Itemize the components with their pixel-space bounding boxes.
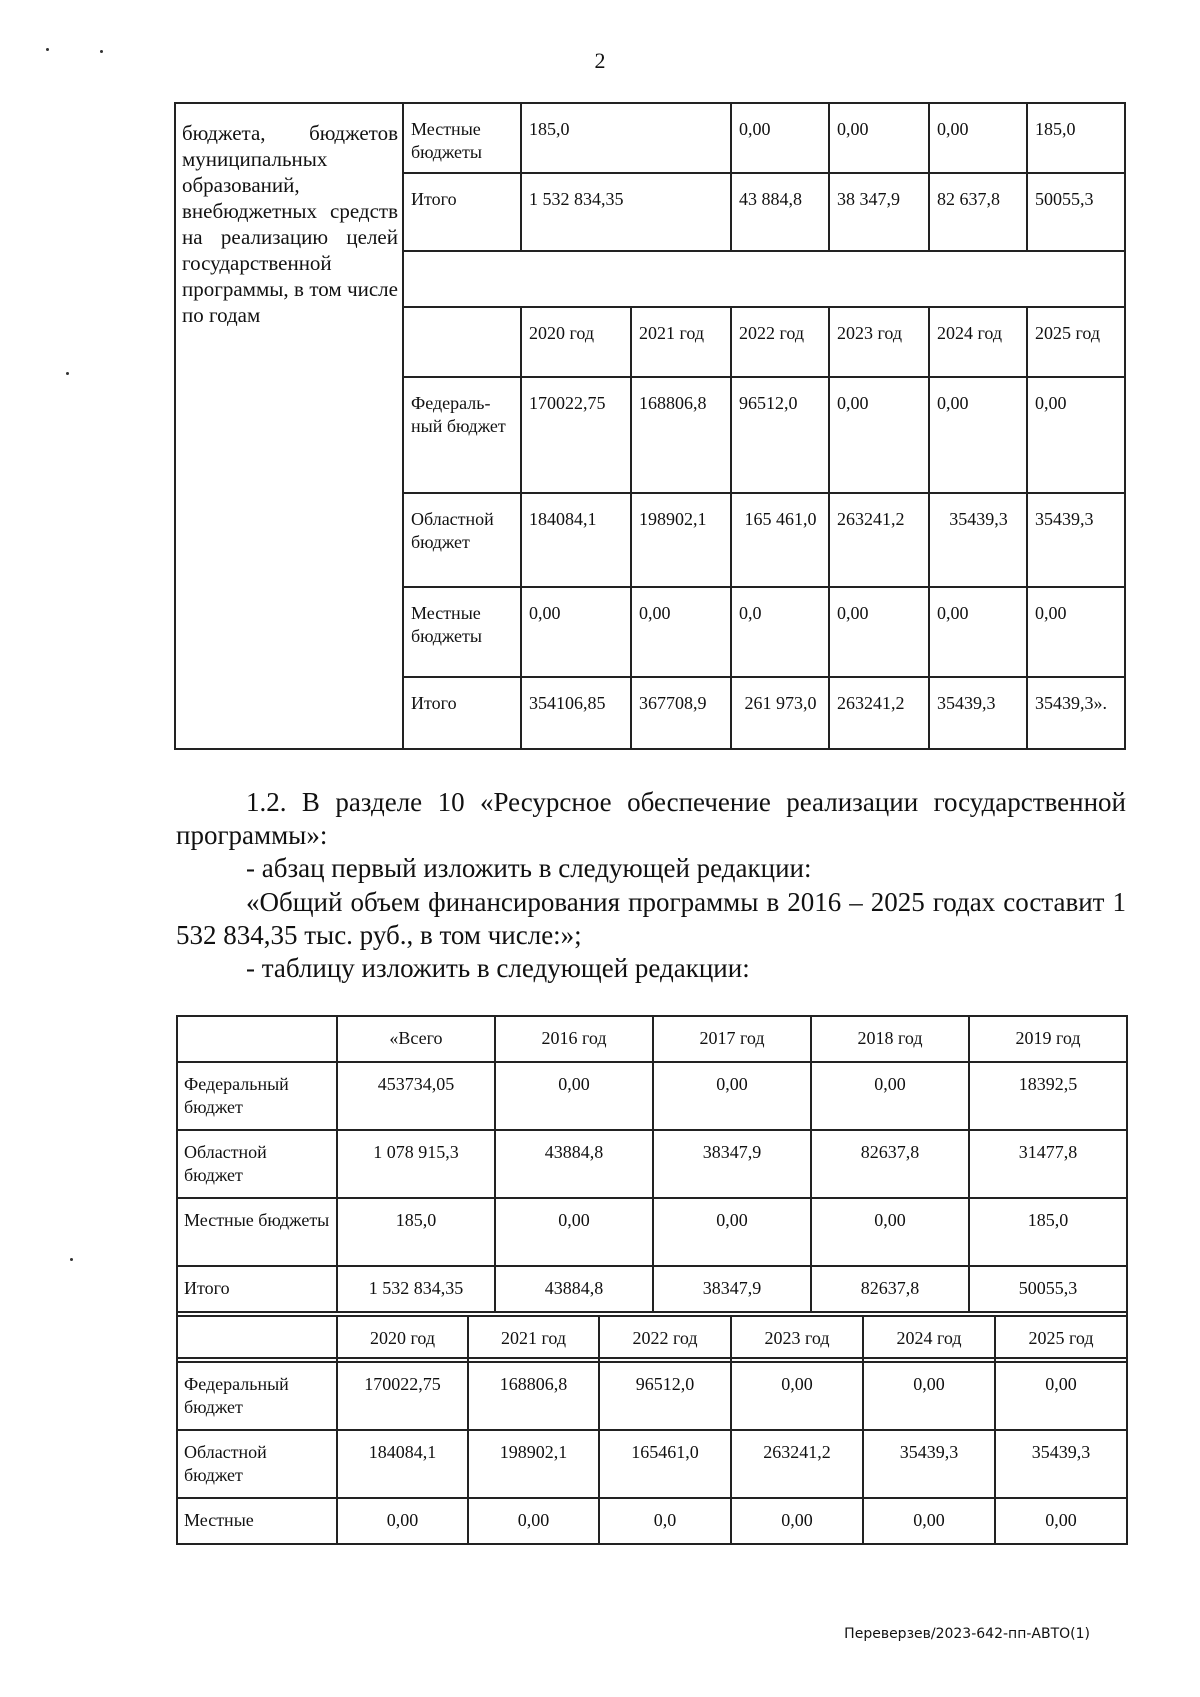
cell-value: 0,00 <box>337 1498 468 1544</box>
cell-value: 0,00 <box>929 377 1027 493</box>
cell-value: 0,00 <box>863 1362 995 1430</box>
row-label: Федеральный бюджет <box>177 1062 337 1130</box>
cell-value: 1 532 834,35 <box>337 1266 495 1312</box>
row-label: Федеральный бюджет <box>177 1362 337 1430</box>
row-label: Местные бюджеты <box>177 1198 337 1266</box>
year-header: 2023 год <box>829 307 929 377</box>
cell-value: 0,00 <box>495 1062 653 1130</box>
cell-value: 184084,1 <box>521 493 631 587</box>
cell-value: 0,00 <box>731 1498 863 1544</box>
funding-table-continued <box>174 102 1126 750</box>
cell-value: 35439,3 <box>995 1430 1127 1498</box>
section-description: бюджета, бюджетов муниципальных образований, внебюджетных средств на реализацию целей государственной программы, в том числе по годам <box>175 103 403 749</box>
cell-value: 0,00 <box>631 587 731 677</box>
row-label: Итого <box>403 677 521 749</box>
cell-value: 0,00 <box>811 1062 969 1130</box>
cell-value: 168806,8 <box>631 377 731 493</box>
funding-table-2016-2019 <box>176 1015 1128 1359</box>
cell-value: 185,0 <box>337 1198 495 1266</box>
year-header: 2023 год <box>731 1316 863 1362</box>
cell-value: 0,00 <box>731 1362 863 1430</box>
cell-value: 96512,0 <box>599 1362 731 1430</box>
cell-value: 0,0 <box>731 587 829 677</box>
cell-value: 0,00 <box>468 1498 599 1544</box>
cell-value: 38347,9 <box>653 1130 811 1198</box>
cell-value: 96512,0 <box>731 377 829 493</box>
page-number: 2 <box>594 48 606 73</box>
cell-value: 0,00 <box>829 103 929 173</box>
cell-value: 0,00 <box>829 587 929 677</box>
year-header: 2025 год <box>995 1316 1127 1362</box>
cell-value: 185,0 <box>521 103 731 173</box>
cell-value: 0,00 <box>1027 377 1125 493</box>
cell-value: 35439,3 <box>929 493 1027 587</box>
cell-value: 31477,8 <box>969 1130 1127 1198</box>
cell-value: 453734,05 <box>337 1062 495 1130</box>
cell-value: 82 637,8 <box>929 173 1027 251</box>
year-header: 2025 год <box>1027 307 1125 377</box>
cell-value: 185,0 <box>1027 103 1125 173</box>
cell-value: 0,00 <box>829 377 929 493</box>
cell-value: 43884,8 <box>495 1266 653 1312</box>
cell-value: 43884,8 <box>495 1130 653 1198</box>
empty-header-cell <box>177 1016 337 1062</box>
cell-value: 0,00 <box>1027 587 1125 677</box>
cell-value: 43 884,8 <box>731 173 829 251</box>
cell-value: 35439,3». <box>1027 677 1125 749</box>
cell-value: 261 973,0 <box>731 677 829 749</box>
cell-value: 38347,9 <box>653 1266 811 1312</box>
cell-value: 198902,1 <box>468 1430 599 1498</box>
cell-value: 1 532 834,35 <box>521 173 731 251</box>
cell-value: 184084,1 <box>337 1430 468 1498</box>
year-header: 2021 год <box>468 1316 599 1362</box>
cell-value: 82637,8 <box>811 1130 969 1198</box>
cell-value: 35439,3 <box>929 677 1027 749</box>
row-label: Местные бюджеты <box>403 103 521 173</box>
year-header: 2020 год <box>521 307 631 377</box>
scan-speck <box>46 48 49 51</box>
column-header: 2017 год <box>653 1016 811 1062</box>
cell-value: 0,00 <box>495 1198 653 1266</box>
cell-value: 170022,75 <box>337 1362 468 1430</box>
cell-value: 1 078 915,3 <box>337 1130 495 1198</box>
year-header: 2020 год <box>337 1316 468 1362</box>
cell-value: 168806,8 <box>468 1362 599 1430</box>
cell-value: 50055,3 <box>969 1266 1127 1312</box>
cell-value: 0,00 <box>863 1498 995 1544</box>
scan-speck <box>100 50 103 53</box>
column-header: «Всего <box>337 1016 495 1062</box>
empty-header-cell <box>403 307 521 377</box>
cell-value: 170022,75 <box>521 377 631 493</box>
cell-value: 0,00 <box>929 103 1027 173</box>
row-label: Итого <box>403 173 521 251</box>
cell-value: 0,00 <box>995 1498 1127 1544</box>
empty-header-cell <box>177 1316 337 1362</box>
cell-value: 198902,1 <box>631 493 731 587</box>
cell-value: 185,0 <box>969 1198 1127 1266</box>
cell-value: 35439,3 <box>1027 493 1125 587</box>
spacer-row <box>403 251 1125 307</box>
row-label: Местные бюджеты <box>403 587 521 677</box>
document-footer: Переверзев/2023-642-пп-АВТО(1) <box>844 1626 1090 1642</box>
row-label: Областной бюджет <box>177 1130 337 1198</box>
column-header: 2019 год <box>969 1016 1127 1062</box>
year-header: 2024 год <box>863 1316 995 1362</box>
cell-value: 0,00 <box>521 587 631 677</box>
cell-value: 0,0 <box>599 1498 731 1544</box>
paragraph-first-abzac: - абзац первый изложить в следующей редакции: <box>246 853 812 883</box>
scan-speck <box>66 372 69 375</box>
scan-speck <box>70 1258 73 1261</box>
cell-value: 263241,2 <box>731 1430 863 1498</box>
cell-value: 0,00 <box>811 1198 969 1266</box>
row-label: Федераль-ный бюджет <box>403 377 521 493</box>
year-header: 2024 год <box>929 307 1027 377</box>
cell-value: 263241,2 <box>829 677 929 749</box>
cell-value: 367708,9 <box>631 677 731 749</box>
row-label: Итого <box>177 1266 337 1312</box>
cell-value: 82637,8 <box>811 1266 969 1312</box>
cell-value: 0,00 <box>929 587 1027 677</box>
year-header: 2022 год <box>731 307 829 377</box>
cell-value: 165461,0 <box>599 1430 731 1498</box>
cell-value: 0,00 <box>653 1198 811 1266</box>
column-header: 2018 год <box>811 1016 969 1062</box>
cell-value: 263241,2 <box>829 493 929 587</box>
paragraph-section-10: 1.2. В разделе 10 «Ресурсное обеспечение реализации государственной программы»: <box>176 787 1126 850</box>
year-header: 2022 год <box>599 1316 731 1362</box>
cell-value: 0,00 <box>731 103 829 173</box>
column-header: 2016 год <box>495 1016 653 1062</box>
cell-value: 354106,85 <box>521 677 631 749</box>
paragraph-total-volume: «Общий объем финансирования программы в 2016 – 2025 годах составит 1 532 834,35 тыс. руб., в том числе:»; <box>176 887 1126 950</box>
cell-value: 35439,3 <box>863 1430 995 1498</box>
year-header: 2021 год <box>631 307 731 377</box>
row-label: Областной бюджет <box>177 1430 337 1498</box>
paragraph-table-intro: - таблицу изложить в следующей редакции: <box>246 953 750 983</box>
cell-value: 0,00 <box>653 1062 811 1130</box>
cell-value: 165 461,0 <box>731 493 829 587</box>
row-label: Областной бюджет <box>403 493 521 587</box>
cell-value: 50055,3 <box>1027 173 1125 251</box>
funding-table-2020-2025 <box>176 1315 1128 1545</box>
cell-value: 38 347,9 <box>829 173 929 251</box>
cell-value: 0,00 <box>995 1362 1127 1430</box>
cell-value: 18392,5 <box>969 1062 1127 1130</box>
row-label: Местные <box>177 1498 337 1544</box>
